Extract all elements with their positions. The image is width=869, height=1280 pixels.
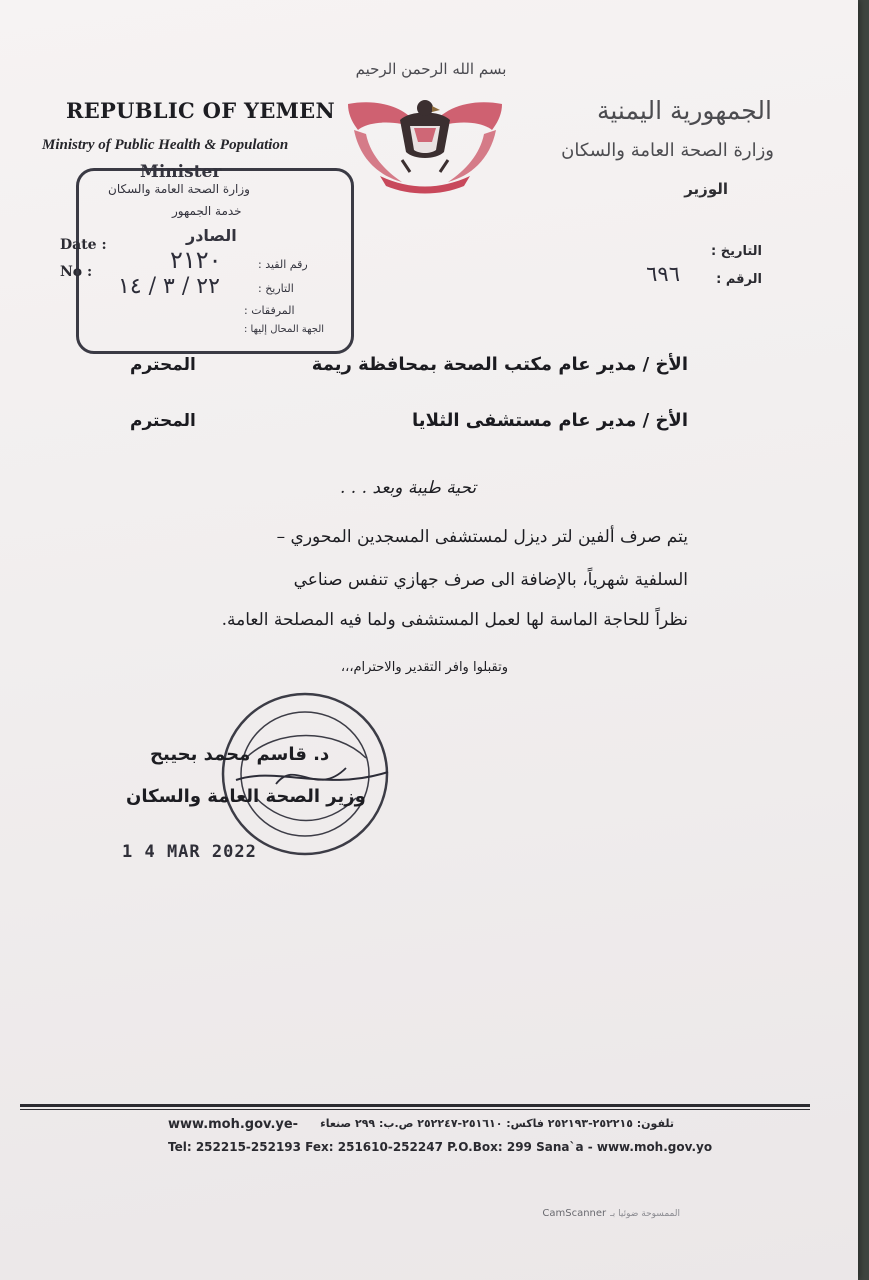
body-line-3: نظراً للحاجة الماسة لها لعمل المستشفى ولما فيه المصلحة العامة. [221, 610, 688, 630]
basmala: بسم الله الرحمن الرحيم [355, 60, 507, 78]
date-stamp: 1 4 MAR 2022 [122, 842, 257, 862]
date-label-ar: التاريخ : [711, 244, 762, 259]
reference-number: ٦٩٦ [646, 262, 680, 286]
republic-title-ar: الجمهورية اليمنية [596, 96, 772, 125]
stamp-ministry-line: وزارة الصحة العامة والسكان [108, 182, 250, 196]
signatory-name: د. قاسم محمد بحيبح [150, 744, 330, 765]
footer-contact-ar: تلفون: ٢٥٢٢١٥-٢٥٢١٩٣ فاكس: ٢٥١٦١٠-٢٥٢٢٤٧ ص.ب: ٢٩٩ صنعاء [320, 1117, 674, 1130]
stamp-number-value: ٢١٢٠ [170, 246, 222, 274]
ministry-name-ar: وزارة الصحة العامة والسكان [561, 140, 774, 161]
footer-divider [20, 1104, 810, 1107]
yemen-eagle-emblem-icon [340, 90, 510, 200]
addressee-honor-1: المحترم [130, 355, 196, 375]
footer-contact-en: Tel: 252215-252193 Fex: 251610-252247 P.O.Box: 299 Sana`a - www.moh.gov.yo [168, 1140, 713, 1154]
stamp-destination-label: الجهة المحال إليها : [244, 324, 325, 335]
stamp-date-value: ٢٢ / ٣ / ١٤ [118, 274, 220, 299]
signatory-title: وزير الصحة العامة والسكان [126, 786, 366, 807]
closing-line: وتقبلوا وافر التقدير والاحترام،،، [340, 660, 508, 675]
footer-website: www.moh.gov.ye- [168, 1117, 299, 1132]
addressee-honor-2: المحترم [130, 411, 196, 431]
stamp-service-line: خدمة الجمهور [172, 204, 242, 218]
official-seal-icon [216, 688, 394, 860]
number-label-en: No : [60, 264, 93, 280]
date-label-en: Date : [60, 237, 107, 253]
addressee-line-1: الأخ / مدير عام مكتب الصحة بمحافظة ريمة [311, 354, 688, 375]
camscanner-watermark [542, 1208, 680, 1219]
stamp-date-label: التاريخ : [258, 282, 294, 295]
footer-divider-thin [20, 1109, 810, 1110]
stamp-heading: Minister [140, 162, 222, 182]
republic-title-en: REPUBLIC OF YEMEN [66, 98, 335, 123]
stamp-attachments-label: المرفقات : [244, 304, 295, 317]
body-line-2: السلفية شهرياً، بالإضافة الى صرف جهازي تنفس صناعي [293, 570, 688, 590]
addressee-line-2: الأخ / مدير عام مستشفى الثلايا [412, 410, 688, 431]
number-label-ar: الرقم : [716, 272, 762, 287]
camscanner-name: CamScanner [542, 1208, 607, 1219]
greeting: تحية طيبة وبعد . . . [340, 478, 477, 498]
minister-label-ar: الوزير [684, 180, 728, 198]
stamp-issued-label: الصادر [186, 226, 237, 245]
ministry-name-en: Ministry of Public Health & Population [42, 137, 289, 153]
camscanner-ar: الممسوحة ضوئيا بـ [610, 1209, 680, 1219]
body-line-1: يتم صرف ألفين لتر ديزل لمستشفى المسجدين المحوري – [276, 527, 688, 547]
stamp-number-label: رقم القيد : [258, 258, 308, 271]
